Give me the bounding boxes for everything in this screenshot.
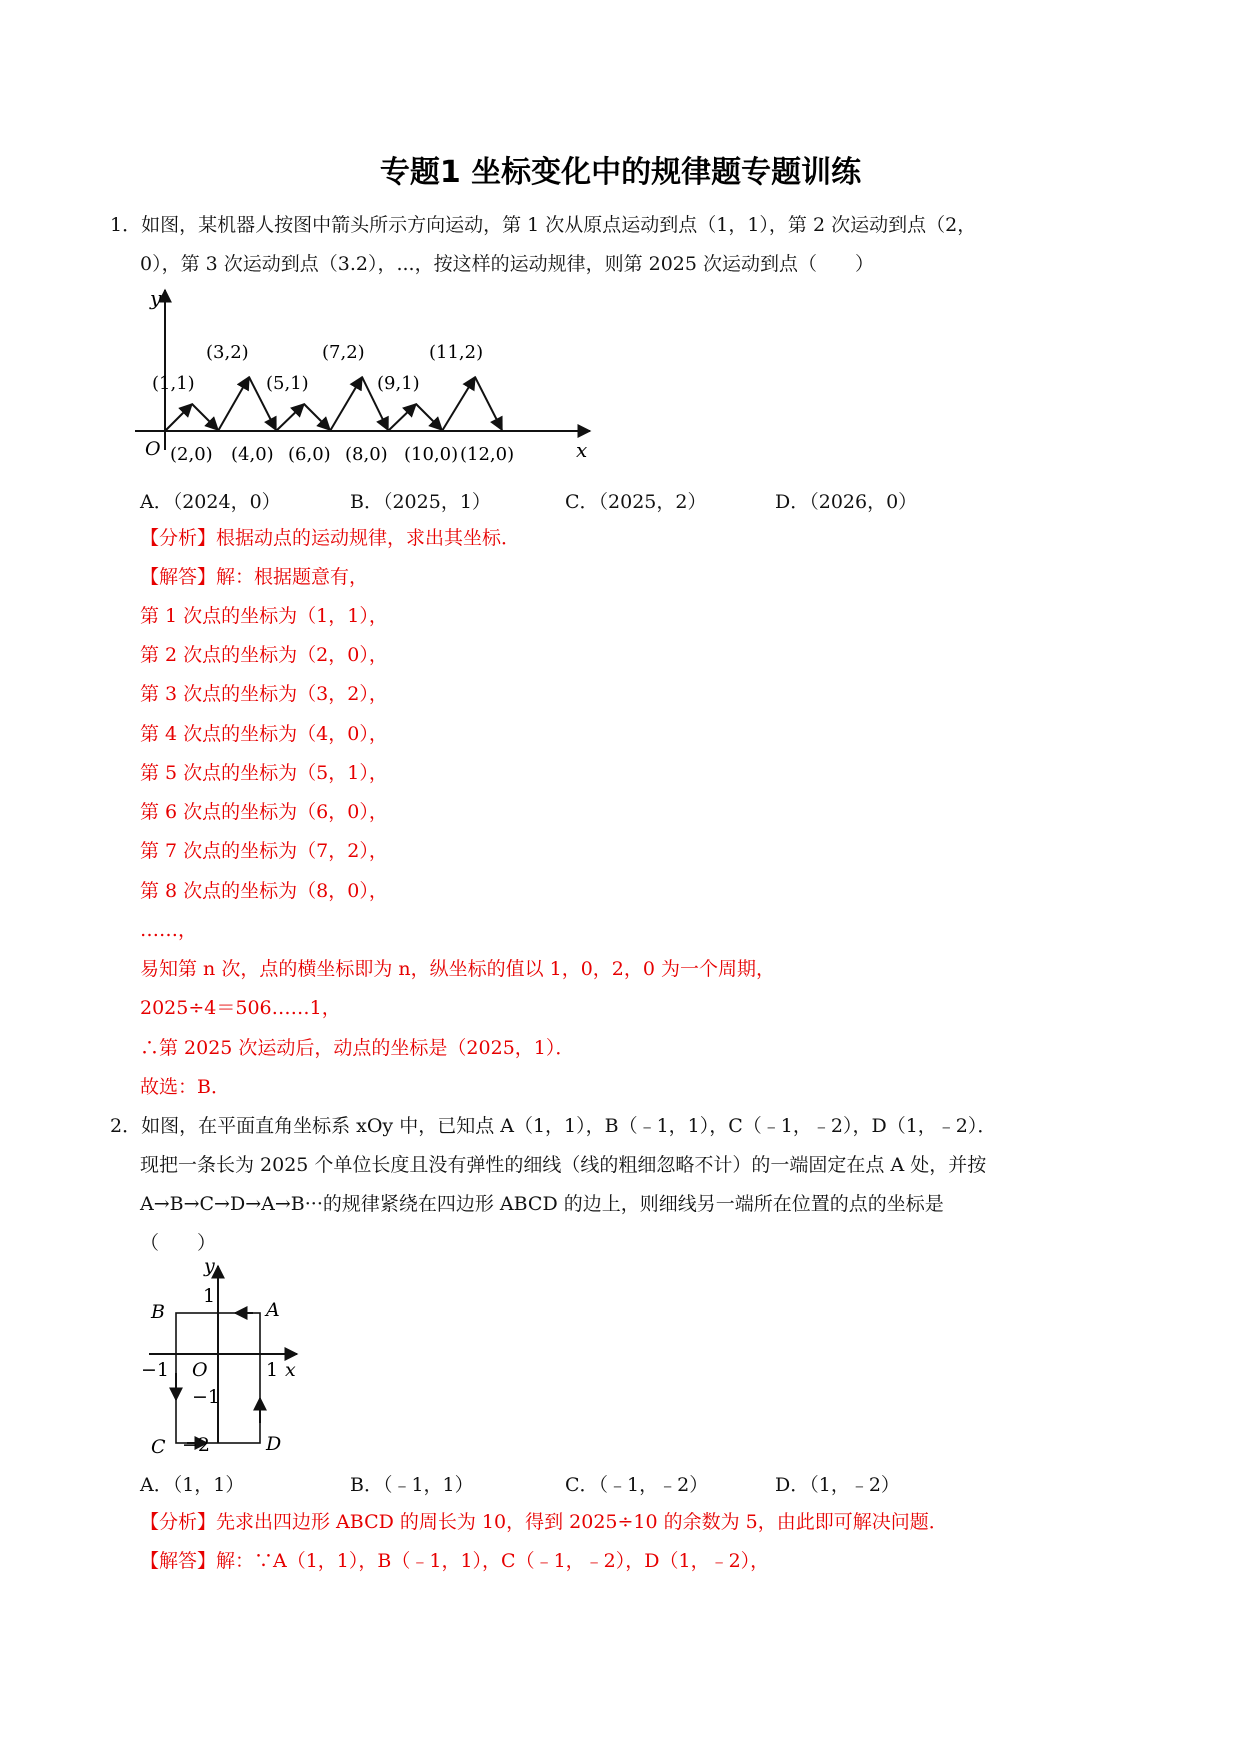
q1-step-5: 第 5 次点的坐标为（5，1）， <box>140 762 388 784</box>
q2-analysis: 【分析】先求出四边形 ABCD 的周长为 10，得到 2025÷10 的余数为 5，由此即可解决问题． <box>140 1511 948 1533</box>
q1-step-8: 第 8 次点的坐标为（8，0）， <box>140 880 388 902</box>
q1-label-top-5: (9,1) <box>377 373 420 394</box>
q2-tick-xm1: −1 <box>141 1359 170 1381</box>
q2-tick-ym1: −1 <box>192 1386 221 1408</box>
page-title: 专题1 坐标变化中的规律题专题训练 <box>379 155 862 190</box>
q1-step-choice: 故选：B． <box>140 1076 230 1098</box>
q1-step-7: 第 7 次点的坐标为（7，2）， <box>140 840 388 862</box>
q1-x-label: x <box>576 438 588 462</box>
q2-x-label: x <box>285 1359 296 1381</box>
q2-tick-x1: 1 <box>266 1359 279 1381</box>
q1-step-division: 2025÷4＝506……1， <box>140 997 341 1019</box>
q2-stem-line-2: 现把一条长为 2025 个单位长度且没有弹性的细线（线的粗细忽略不计）的一端固定在点 A 处，并按 <box>140 1154 987 1176</box>
q1-origin-label: O <box>145 438 161 460</box>
q1-step-rule: 易知第 n 次，点的横坐标即为 n，纵坐标的值以 1，0，2，0 为一个周期， <box>140 958 776 980</box>
q1-step-1: 第 1 次点的坐标为（1，1）， <box>140 605 388 627</box>
q1-step-ellipsis: ……， <box>140 919 198 941</box>
q2-point-c: C <box>151 1436 166 1458</box>
q1-label-bottom-6: (12,0) <box>460 444 515 465</box>
q2-stem-line-1: 2．如图，在平面直角坐标系 xOy 中，已知点 A（1，1），B（﹣1，1），C（﹣1，﹣2），D（1，﹣2）． <box>110 1115 997 1137</box>
q2-point-a: A <box>266 1299 280 1321</box>
q2-point-b: B <box>151 1301 165 1323</box>
q1-step-2: 第 2 次点的坐标为（2，0）， <box>140 644 388 666</box>
q2-option-d[interactable]: D．（1，﹣2） <box>775 1474 900 1496</box>
q2-origin-label: O <box>192 1359 208 1381</box>
q1-option-a[interactable]: A．（2024，0） <box>140 491 281 513</box>
q1-stem-line-1: 1．如图，某机器人按图中箭头所示方向运动，第 1 次从原点运动到点（1，1），第 2 次运动到点（2， <box>110 214 977 236</box>
q1-step-6: 第 6 次点的坐标为（6，0）， <box>140 801 388 823</box>
q2-figure <box>135 1258 305 1458</box>
q1-label-bottom-1: (2,0) <box>170 444 213 465</box>
q2-tick-ym2: −2 <box>182 1434 211 1456</box>
q1-label-bottom-4: (8,0) <box>345 444 388 465</box>
q1-analysis: 【分析】根据动点的运动规律，求出其坐标． <box>140 527 521 549</box>
q2-tick-y1: 1 <box>203 1285 216 1307</box>
q1-label-top-3: (5,1) <box>266 373 309 394</box>
q2-y-label: y <box>204 1258 215 1277</box>
q2-option-c[interactable]: C．（﹣1，﹣2） <box>565 1474 709 1496</box>
q1-option-b[interactable]: B．（2025，1） <box>350 491 491 513</box>
q1-y-label: y <box>150 286 162 310</box>
q2-option-b[interactable]: B．（﹣1，1） <box>350 1474 474 1496</box>
q2-point-d: D <box>266 1433 282 1455</box>
q1-label-top-4: (7,2) <box>322 342 365 363</box>
q1-stem-line-2: 0），第 3 次运动到点（3.2），...，按这样的运动规律，则第 2025 次运动到点（ ） <box>140 253 875 275</box>
q1-label-bottom-3: (6,0) <box>288 444 331 465</box>
q1-label-bottom-2: (4,0) <box>231 444 274 465</box>
q1-step-conclusion: ∴第 2025 次运动后，动点的坐标是（2025，1）． <box>140 1037 575 1059</box>
q2-stem-line-3: A→B→C→D→A→B···的规律紧绕在四边形 ABCD 的边上，则细线另一端所在位置的点的坐标是 <box>140 1193 944 1215</box>
q1-label-top-2: (3,2) <box>206 342 249 363</box>
q1-step-3: 第 3 次点的坐标为（3，2）， <box>140 683 388 705</box>
q2-option-a[interactable]: A．（1，1） <box>140 1474 245 1496</box>
q1-answer-head: 【解答】解：根据题意有， <box>140 566 369 588</box>
q1-label-top-6: (11,2) <box>429 342 484 363</box>
q2-answer-head: 【解答】解：∵A（1，1），B（﹣1，1），C（﹣1，﹣2），D（1，﹣2）， <box>140 1550 770 1572</box>
q1-label-bottom-5: (10,0) <box>404 444 459 465</box>
q1-label-top-1: (1,1) <box>152 373 195 394</box>
q2-stem-line-4: （ ） <box>140 1232 217 1254</box>
q1-option-c[interactable]: C．（2025，2） <box>565 491 707 513</box>
q1-option-d[interactable]: D．（2026，0） <box>775 491 918 513</box>
q1-figure <box>130 285 600 465</box>
q1-step-4: 第 4 次点的坐标为（4，0）， <box>140 723 388 745</box>
